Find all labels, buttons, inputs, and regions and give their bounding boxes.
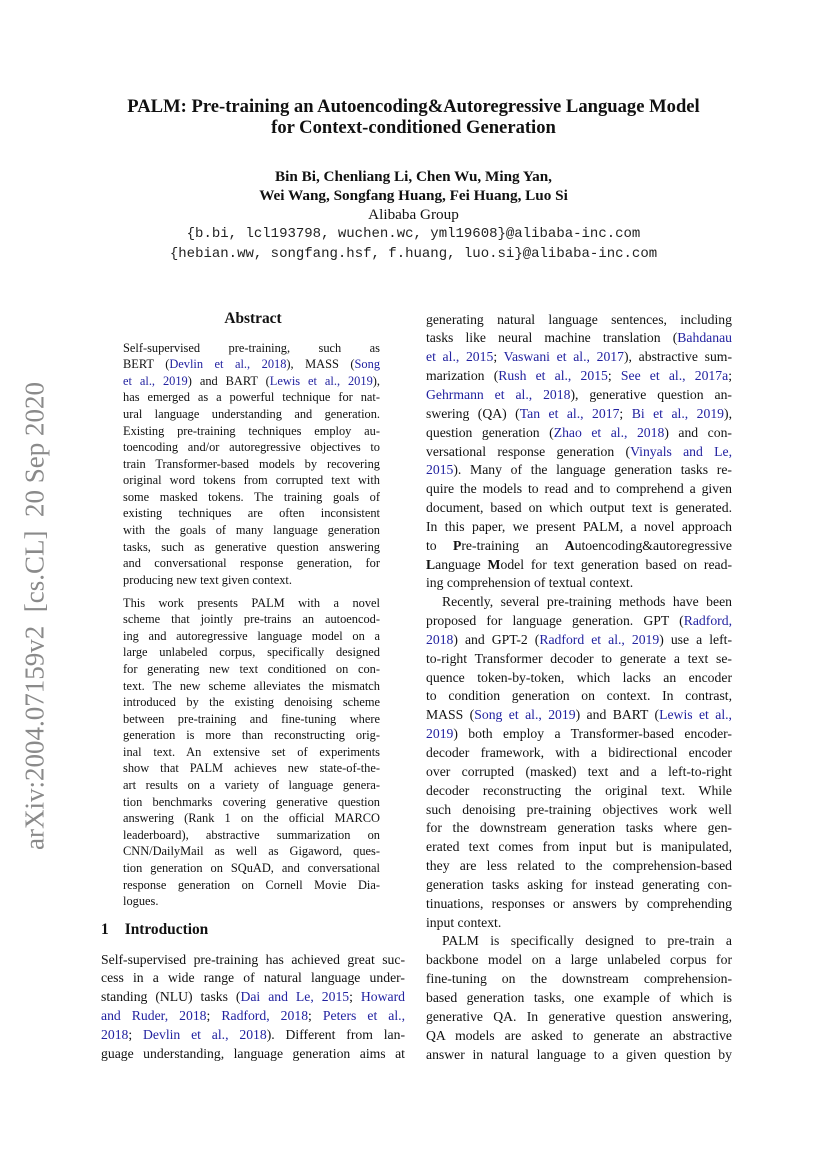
text-run: Self-supervised pre-training, such as bbox=[123, 340, 380, 355]
text-run: backbone model on a large unlabeled corpus for bbox=[426, 952, 732, 968]
text-line bbox=[426, 461, 732, 480]
text-line bbox=[123, 595, 380, 612]
citation-link[interactable]: Bi et al., 2019 bbox=[631, 405, 725, 421]
text-run: PALM is specifically designed to pre-train a bbox=[442, 933, 732, 949]
text-run: anguage bbox=[435, 556, 488, 572]
text-run: input context. bbox=[426, 914, 502, 930]
citation-link[interactable]: Radford, bbox=[683, 613, 732, 629]
text-line bbox=[426, 857, 732, 876]
text-line bbox=[426, 687, 732, 706]
text-run: ) both employ a Transformer-based encoder- bbox=[453, 726, 732, 742]
text-run: some masked tokens. The training goals of bbox=[123, 489, 380, 504]
text-run: standing (NLU) tasks ( bbox=[101, 989, 241, 1005]
text-line bbox=[426, 480, 732, 499]
citation-link[interactable]: Lewis et al., 2019 bbox=[269, 373, 373, 388]
abstract-heading: Abstract bbox=[224, 310, 282, 327]
text-run: ) and con- bbox=[664, 424, 732, 440]
text-run: ) and BART ( bbox=[575, 707, 660, 723]
text-line bbox=[123, 843, 380, 860]
text-run: between pre-training and fine-tuning where bbox=[123, 711, 380, 726]
citation-link[interactable]: Song bbox=[354, 357, 381, 372]
text-run: BERT ( bbox=[123, 357, 170, 372]
text-line bbox=[123, 406, 380, 423]
text-line bbox=[426, 329, 732, 348]
author-line: Wei Wang, Songfang Huang, Fei Huang, Luo Si bbox=[259, 187, 568, 204]
text-run: This work presents PALM with a novel bbox=[123, 595, 380, 610]
text-line bbox=[123, 389, 380, 406]
text-line bbox=[101, 951, 405, 970]
text-line bbox=[123, 727, 380, 744]
author-emails bbox=[0, 224, 827, 264]
text-run: Self-supervised pre-training has achieved great suc- bbox=[101, 951, 405, 967]
text-run: response generation on Cornell Movie Dia- bbox=[123, 877, 380, 892]
text-run: existing techniques are often inconsistent bbox=[123, 506, 380, 521]
text-run: generating natural language sentences, including bbox=[426, 311, 732, 327]
text-line bbox=[123, 456, 380, 473]
citation-link[interactable]: 2018 bbox=[101, 1026, 129, 1042]
text-run: they are less related to the comprehension-based bbox=[426, 858, 732, 874]
text-run: ), bbox=[372, 373, 380, 388]
text-run: question generation ( bbox=[426, 424, 554, 440]
text-run: ) and GPT-2 ( bbox=[453, 631, 540, 647]
text-line bbox=[426, 876, 732, 895]
text-line bbox=[123, 678, 380, 695]
citation-link[interactable]: et al., 2019 bbox=[123, 373, 188, 388]
text-line bbox=[101, 969, 405, 988]
text-run: ing and autoregressive language model on a bbox=[123, 628, 380, 643]
citation-link[interactable]: Bahdanau bbox=[677, 330, 732, 346]
text-run: quence token-by-token, which lacks an encoder bbox=[426, 669, 732, 685]
text-run: re-training an bbox=[461, 537, 565, 553]
text-run: versational response generation ( bbox=[426, 443, 631, 459]
bold-letter: P bbox=[453, 537, 462, 553]
text-line bbox=[426, 989, 732, 1008]
text-run: for the downstream generation tasks where gen- bbox=[426, 820, 732, 836]
text-run: over corrupted (masked) text and a left-to-right bbox=[426, 763, 732, 779]
citation-link[interactable]: Zhao et al., 2018 bbox=[553, 424, 665, 440]
text-line bbox=[426, 1046, 732, 1065]
text-line bbox=[123, 505, 380, 522]
text-line bbox=[426, 819, 732, 838]
text-line bbox=[123, 572, 380, 589]
text-line bbox=[123, 644, 380, 661]
text-line bbox=[123, 877, 380, 894]
text-line bbox=[101, 1045, 405, 1064]
text-run: show that PALM achieves new state-of-the- bbox=[123, 761, 380, 776]
abstract-paragraph bbox=[123, 340, 380, 589]
text-run: to-right Transformer decoder to generate a text se- bbox=[426, 650, 732, 666]
text-run: ), abstractive sum- bbox=[624, 349, 732, 365]
text-run: tion benchmarks covering generative question bbox=[123, 794, 380, 809]
text-line bbox=[123, 810, 380, 827]
text-run: guage understanding, language generation aims at bbox=[101, 1045, 405, 1061]
text-line bbox=[426, 763, 732, 782]
citation-link[interactable]: 2019 bbox=[426, 726, 454, 742]
text-run: Existing pre-training techniques employ au- bbox=[123, 423, 380, 438]
body-paragraph bbox=[426, 593, 732, 932]
bold-letter: A bbox=[564, 537, 575, 553]
text-run: ; bbox=[728, 368, 732, 384]
text-line bbox=[123, 661, 380, 678]
citation-link[interactable]: Devlin et al., 2018 bbox=[143, 1026, 267, 1042]
text-run: train Transformer-based models by recovering bbox=[123, 456, 380, 471]
text-line bbox=[123, 893, 380, 910]
text-run: ), MASS ( bbox=[286, 357, 355, 372]
citation-link[interactable]: See et al., 2017a bbox=[620, 368, 729, 384]
text-line bbox=[123, 760, 380, 777]
text-line bbox=[426, 725, 732, 744]
text-line bbox=[426, 744, 732, 763]
text-run: document, based on which output text is generated. bbox=[426, 500, 732, 516]
text-line bbox=[426, 895, 732, 914]
text-run: such denoising pre-training objectives work well bbox=[426, 801, 732, 817]
text-run: original word tokens from corrupted text with bbox=[123, 473, 380, 488]
text-run: has emerged as a powerful technique for nat- bbox=[123, 390, 380, 405]
right-column bbox=[426, 311, 732, 1065]
text-run: text. The new scheme alleviates the mismatch bbox=[123, 678, 380, 693]
text-run: proposed for language generation. GPT ( bbox=[426, 613, 684, 629]
text-line bbox=[101, 1026, 405, 1045]
text-line bbox=[426, 932, 732, 951]
text-run: generation tasks asking for instead generating con- bbox=[426, 876, 732, 892]
text-line bbox=[426, 311, 732, 330]
text-line bbox=[123, 628, 380, 645]
text-line bbox=[123, 472, 380, 489]
author-list bbox=[0, 167, 827, 205]
text-run: tion generation on SQuAD, and conversational bbox=[123, 860, 380, 875]
text-line bbox=[426, 1027, 732, 1046]
citation-link[interactable]: Song et al., 2019 bbox=[474, 707, 576, 723]
text-line bbox=[123, 827, 380, 844]
text-line bbox=[123, 356, 380, 373]
text-line bbox=[101, 988, 405, 1007]
text-line bbox=[426, 782, 732, 801]
text-line bbox=[426, 631, 732, 650]
affiliation: Alibaba Group bbox=[368, 206, 459, 223]
text-run: tasks, such as generative question answering bbox=[123, 539, 380, 554]
text-run: cess in a wide range of natural language under- bbox=[101, 970, 405, 986]
text-run: scheme that jointly pre-trains an autoencod- bbox=[123, 612, 380, 627]
text-line bbox=[426, 424, 732, 443]
text-run: ; bbox=[206, 1008, 222, 1024]
text-line bbox=[123, 555, 380, 572]
text-line bbox=[426, 801, 732, 820]
text-run: ), bbox=[724, 405, 732, 421]
text-line bbox=[426, 650, 732, 669]
text-line bbox=[426, 348, 732, 367]
text-run: inal text. An extensive set of experiments bbox=[123, 744, 380, 759]
author-line: Bin Bi, Chenliang Li, Chen Wu, Ming Yan, bbox=[275, 168, 552, 185]
citation-link[interactable]: Howard bbox=[360, 989, 406, 1005]
text-line bbox=[426, 443, 732, 462]
text-run: fine-tuning on the downstream comprehension- bbox=[426, 971, 732, 987]
citation-link[interactable]: Radford, 2018 bbox=[221, 1008, 309, 1024]
text-run: erated text comes from input but is manipulated, bbox=[426, 839, 732, 855]
text-line bbox=[123, 777, 380, 794]
citation-link[interactable]: and Ruder, 2018 bbox=[101, 1008, 207, 1024]
text-line bbox=[426, 669, 732, 688]
text-line bbox=[426, 838, 732, 857]
text-line bbox=[426, 951, 732, 970]
body-paragraph bbox=[426, 311, 732, 594]
text-line bbox=[123, 489, 380, 506]
text-run: ; bbox=[619, 405, 632, 421]
text-run: QA models are asked to generate an abstractive bbox=[426, 1027, 732, 1043]
text-run: decoder framework, with a bidirectional encoder bbox=[426, 745, 732, 760]
citation-link[interactable]: Gehrmann et al., 2018 bbox=[426, 386, 571, 402]
citation-link[interactable]: Rush et al., 2015 bbox=[498, 368, 608, 384]
text-line bbox=[123, 373, 380, 390]
text-run: ; bbox=[607, 368, 621, 384]
text-run: swering (QA) ( bbox=[426, 405, 520, 421]
text-run: Recently, several pre-training methods have been bbox=[442, 594, 732, 610]
text-line bbox=[426, 970, 732, 989]
citation-link[interactable]: Vaswani et al., 2017 bbox=[503, 349, 624, 365]
email-line: {b.bi, lcl193798, wuchen.wc, yml19608}@alibaba-inc.com bbox=[186, 226, 641, 242]
text-run: ). Different from lan- bbox=[266, 1026, 405, 1042]
text-run: ; bbox=[308, 1008, 323, 1024]
citation-link[interactable]: Tan et al., 2017 bbox=[519, 405, 620, 421]
arxiv-identifier: arXiv:2004.07159v2 [cs.CL] 20 Sep 2020 bbox=[19, 382, 50, 850]
text-run: ural language understanding and generation. bbox=[123, 407, 380, 421]
text-run: marization ( bbox=[426, 368, 499, 384]
text-run: MASS ( bbox=[426, 707, 475, 723]
text-line bbox=[426, 593, 732, 612]
bold-letter: L bbox=[426, 556, 436, 572]
text-run: decoder reconstructing the original text. While bbox=[426, 782, 732, 798]
text-line bbox=[426, 574, 732, 593]
text-line bbox=[426, 612, 732, 631]
text-line bbox=[426, 556, 732, 575]
section-title: Introduction bbox=[124, 921, 209, 938]
citation-link[interactable]: Devlin et al., 2018 bbox=[169, 357, 287, 372]
text-run: ). Many of the language generation tasks re- bbox=[453, 462, 732, 478]
text-line bbox=[426, 386, 732, 405]
paper-title bbox=[0, 96, 827, 138]
bold-letter: M bbox=[487, 556, 501, 572]
text-run: ) and BART ( bbox=[187, 373, 270, 388]
citation-link[interactable]: Radford et al., 2019 bbox=[539, 631, 660, 647]
text-line bbox=[426, 706, 732, 725]
text-line bbox=[426, 367, 732, 386]
text-run: ), generative question an- bbox=[570, 386, 732, 402]
text-run: answering (Rank 1 on the official MARCO bbox=[123, 811, 380, 826]
citation-link[interactable]: Lewis et al., bbox=[659, 707, 732, 723]
text-line bbox=[123, 711, 380, 728]
text-line bbox=[426, 914, 732, 933]
text-line bbox=[123, 860, 380, 877]
text-line bbox=[426, 499, 732, 518]
text-run: producing new text given context. bbox=[123, 572, 292, 587]
text-run: introduced by the existing denoising scheme bbox=[123, 695, 380, 710]
text-line bbox=[123, 439, 380, 456]
text-line bbox=[123, 340, 380, 357]
title-line: for Context-conditioned Generation bbox=[271, 117, 556, 138]
text-line bbox=[123, 539, 380, 556]
text-run: logues. bbox=[123, 894, 159, 909]
text-run: leaderboard), abstractive summarization on bbox=[123, 827, 380, 842]
citation-link[interactable]: Dai and Le, 2015 bbox=[240, 989, 350, 1005]
text-run: odel for text generation based on read- bbox=[500, 556, 732, 572]
text-line bbox=[426, 537, 732, 556]
text-run: utoencoding&autoregressive bbox=[574, 537, 733, 553]
text-run: art results on a variety of language genera- bbox=[123, 778, 380, 793]
section-number: 1 bbox=[101, 921, 109, 938]
citation-link[interactable]: 2015 bbox=[426, 462, 454, 478]
body-paragraph bbox=[426, 932, 732, 1064]
text-run: based generation tasks, one example of which is bbox=[426, 989, 732, 1005]
citation-link[interactable]: 2018 bbox=[426, 631, 454, 647]
abstract-paragraph bbox=[123, 595, 380, 910]
text-line bbox=[123, 611, 380, 628]
text-run: ; bbox=[128, 1026, 144, 1042]
text-line bbox=[123, 694, 380, 711]
section-heading-introduction bbox=[101, 920, 208, 939]
text-run: large unlabeled corpus, specifically designed bbox=[123, 645, 380, 660]
text-run: generation is more than reconstructing orig- bbox=[123, 728, 380, 743]
text-run: In this paper, we present PALM, a novel approach bbox=[426, 518, 732, 534]
citation-link[interactable]: Vinyals and Le, bbox=[630, 443, 732, 459]
text-line bbox=[101, 1007, 405, 1026]
text-run: to condition generation on context. In contrast, bbox=[426, 688, 732, 704]
text-line bbox=[123, 423, 380, 440]
text-run: ; bbox=[349, 989, 361, 1005]
text-line bbox=[426, 518, 732, 537]
text-run: to bbox=[426, 537, 453, 553]
citation-link[interactable]: et al., 2015 bbox=[426, 349, 494, 365]
text-line bbox=[426, 405, 732, 424]
text-run: ing comprehension of textual context. bbox=[426, 575, 634, 591]
text-run: answer in natural language to a given question by bbox=[426, 1046, 732, 1062]
text-run: ; bbox=[493, 349, 504, 365]
text-run: tinuations, responses or answers by comprehending bbox=[426, 895, 732, 911]
title-line: PALM: Pre-training an Autoencoding&Autoregressive Language Model bbox=[127, 96, 700, 117]
text-run: quire the models to read and to comprehend a given bbox=[426, 481, 732, 497]
email-line: {hebian.ww, songfang.hsf, f.huang, luo.si}@alibaba-inc.com bbox=[169, 246, 658, 262]
text-line bbox=[123, 744, 380, 761]
text-run: CNN/DailyMail as well as Gigaword, ques- bbox=[123, 844, 380, 859]
text-run: ) use a left- bbox=[659, 631, 732, 647]
text-run: tasks like neural machine translation ( bbox=[426, 330, 678, 346]
text-run: for generating new text conditioned on con- bbox=[123, 662, 380, 676]
text-run: and conversational response generation, for bbox=[123, 556, 380, 571]
text-line bbox=[426, 1008, 732, 1027]
body-paragraph bbox=[101, 951, 405, 1064]
text-run: with the goals of many language generation bbox=[123, 523, 380, 538]
text-run: generative QA. In generative question answering, bbox=[426, 1008, 732, 1024]
text-line bbox=[123, 794, 380, 811]
text-line bbox=[123, 522, 380, 539]
citation-link[interactable]: Peters et al., bbox=[322, 1008, 405, 1024]
text-run: toencoding and/or autoregressive objectives to bbox=[123, 440, 380, 455]
